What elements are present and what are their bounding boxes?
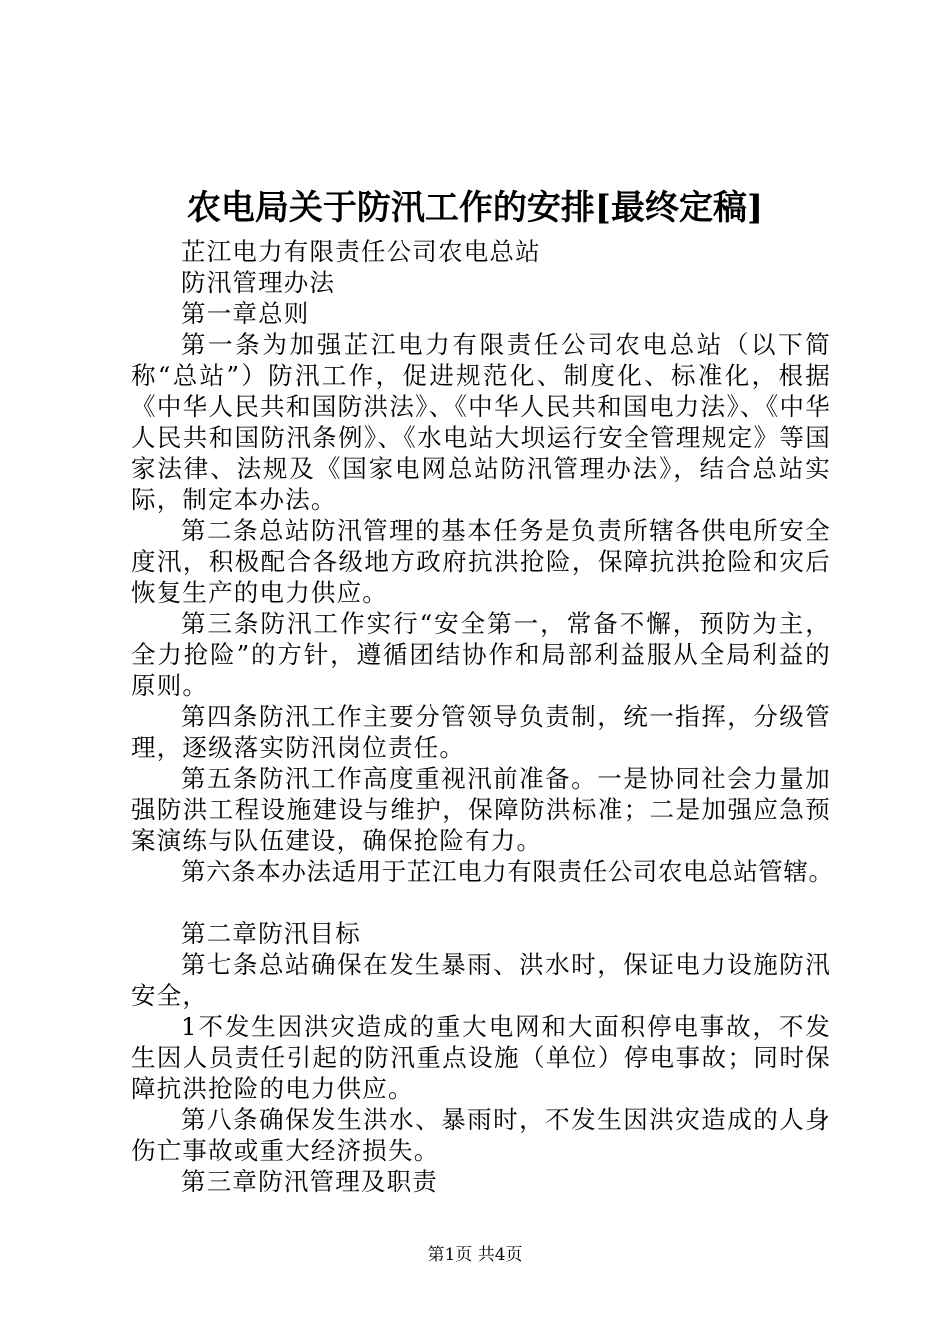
paragraph-item-1: 1不发生因洪灾造成的重大电网和大面积停电事故，不发生因人员责任引起的防汛重点设施（单位）停电事故；同时保障抗洪抢险的电力供应。	[131, 1012, 831, 1103]
document-body	[131, 236, 834, 1197]
heading-chapter-1: 第一章总则	[181, 299, 310, 328]
document-title: 农电局关于防汛工作的安排[最终定稿]	[186, 188, 764, 228]
page-number: 第1页 共4页	[427, 1245, 523, 1265]
paragraph-article-5: 第五条防汛工作高度重视汛前准备。一是协同社会力量加强防洪工程设施建设与维护，保障防洪标准；二是加强应急预案演练与队伍建设，确保抢险有力。	[131, 764, 831, 855]
blank-line	[131, 887, 831, 918]
paragraph-article-8: 第八条确保发生洪水、暴雨时，不发生因洪灾造成的人身伤亡事故或重大经济损失。	[131, 1105, 831, 1165]
paragraph-article-3: 第三条防汛工作实行“安全第一，常备不懈，预防为主，全力抢险”的方针，遵循团结协作和局部利益服从全局利益的原则。	[131, 609, 831, 700]
paragraph-article-2: 第二条总站防汛管理的基本任务是负责所辖各供电所安全度汛，积极配合各级地方政府抗洪抢险，保障抗洪抢险和灾后恢复生产的电力供应。	[131, 516, 831, 607]
paragraph-article-7: 第七条总站确保在发生暴雨、洪水时，保证电力设施防汛安全，	[131, 950, 831, 1010]
paragraph-article-6: 第六条本办法适用于芷江电力有限责任公司农电总站管辖。	[181, 857, 834, 886]
heading-chapter-3: 第三章防汛管理及职责	[181, 1167, 438, 1196]
paragraph-company-name: 芷江电力有限责任公司农电总站	[181, 237, 541, 266]
paragraph-article-4: 第四条防汛工作主要分管领导负责制，统一指挥，分级管理，逐级落实防汛岗位责任。	[131, 702, 831, 762]
paragraph-article-1: 第一条为加强芷江电力有限责任公司农电总站（以下简称“总站”）防汛工作，促进规范化、制度化、标准化，根据《中华人民共和国防洪法》、《中华人民共和国电力法》、《中华人民共和国防汛条例》、《水电站大坝运行安全管理规定》等国家法律、法规及《国家电网总站防汛管理办法》，结合总站实际，制定本办法。	[131, 330, 831, 514]
paragraph-doc-name: 防汛管理办法	[181, 268, 336, 297]
heading-chapter-2: 第二章防汛目标	[181, 919, 361, 948]
